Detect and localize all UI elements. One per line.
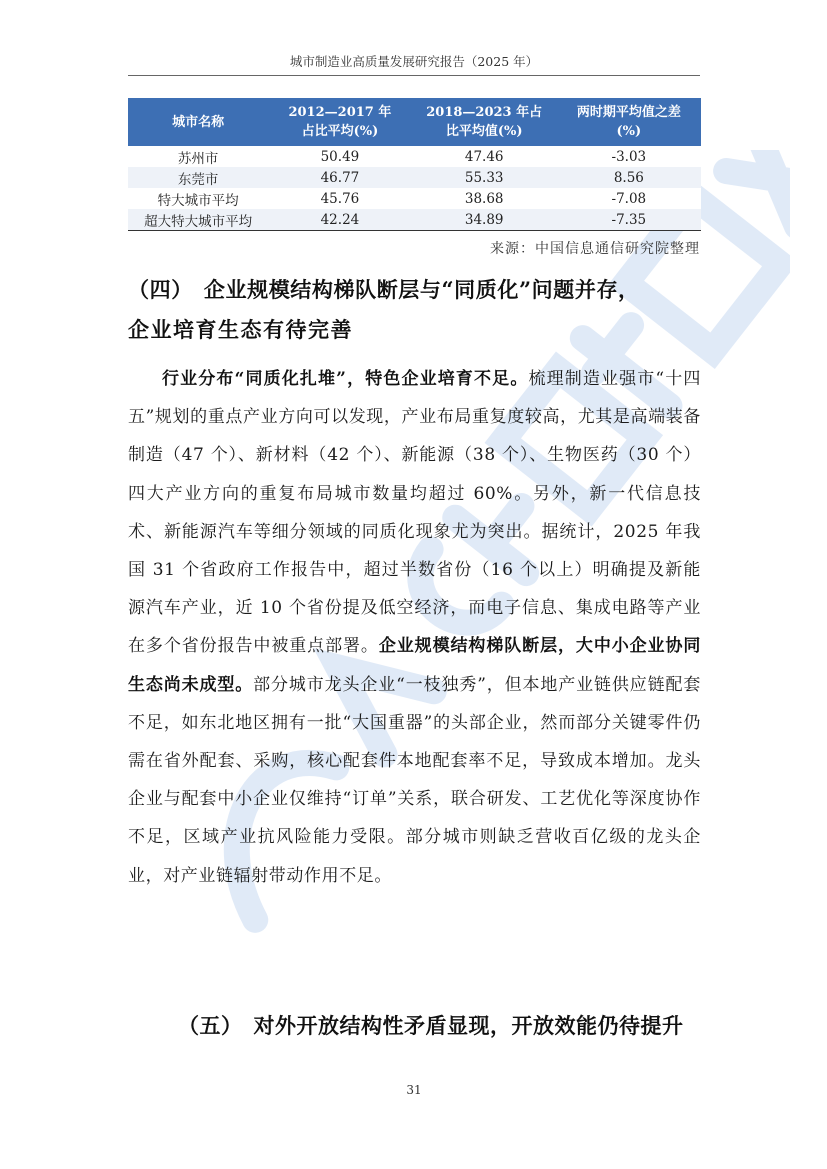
section-heading-line: 企业培育生态有待完善 (128, 317, 353, 342)
table-cell: 42.24 (268, 209, 412, 231)
table-row (128, 146, 701, 167)
table-cell: 55.33 (412, 167, 557, 188)
table-cell: 50.49 (268, 146, 412, 167)
section-heading-4-cont (128, 316, 703, 344)
table-cell: 46.77 (268, 167, 412, 188)
section-heading-5: （五） 对外开放结构性矛盾显现，开放效能仍待提升 (178, 1013, 684, 1038)
column-header: 2012—2017 年占比平均(%) (268, 98, 412, 146)
bold-lead-sentence: 行业分布“同质化扎堆”，特色企业培育不足。 (162, 369, 529, 389)
table-cell: 8.56 (557, 167, 701, 188)
table-cell: 34.89 (412, 209, 557, 231)
table-cell: 47.46 (412, 146, 557, 167)
table-row (128, 167, 701, 188)
page-header: 城市制造业高质量发展研究报告（2025 年） (289, 54, 539, 69)
city-name-cell: 东莞市 (128, 167, 268, 188)
bold-lead-sentence: 企业规模结构梯队断层，大中小企业协同生态尚未成型。 (128, 636, 701, 695)
table-cell: 38.68 (412, 188, 557, 209)
table-row (128, 188, 701, 209)
paragraph-text: 梳理制造业强市“十四五”规划的重点产业方向可以发现，产业布局重复度较高，尤其是高端装备制造（47 个）、新材料（42 个）、新能源（38 个）、生物医药（30 个）四大产业方向的重复布局城市数量均超过 60%。另外，新一代信息技术、新能源汽车等细分领域的同质化现象尤为突出。据统计，2025 年我国 31 个省政府工作报告中，超过半数省份（16 个以上）明确提及新能源汽车产业，近 10 个省份提及低空经济，而电子信息、集成电路等产业在多个省份报告中被重点部署。 (128, 369, 702, 657)
column-header: 2018—2023 年占比平均值(%) (412, 98, 557, 146)
table-cell: -7.35 (557, 209, 701, 231)
column-header: 城市名称 (128, 98, 268, 146)
paragraph-text: 部分城市龙头企业“一枝独秀”，但本地产业链供应链配套不足，如东北地区拥有一批“大国重器”的头部企业，然而部分关键零件仍需在省外配套、采购，核心配套件本地配套率不足，导致成本增加。龙头企业与配套中小企业仅维持“订单”关系，联合研发、工艺优化等深度协作不足，区域产业抗风险能力受限。部分城市则缺乏营收百亿级的龙头企业，对产业链辐射带动作用不足。 (128, 674, 702, 886)
table-row (128, 209, 701, 231)
column-header: 两时期平均值之差(%) (557, 98, 701, 146)
header-rule (128, 75, 700, 76)
city-name-cell: 超大特大城市平均 (128, 209, 268, 231)
table-cell: 45.76 (268, 188, 412, 209)
section-heading-4 (128, 276, 703, 304)
city-name-cell: 苏州市 (128, 146, 268, 167)
body-paragraph (128, 360, 701, 895)
table-cell: -3.03 (557, 146, 701, 167)
page-number: 31 (406, 1083, 422, 1097)
data-table (128, 98, 701, 231)
table-header-row (128, 98, 701, 146)
city-name-cell: 特大城市平均 (128, 188, 268, 209)
table-cell: -7.08 (557, 188, 701, 209)
table-source-note: 来源：中国信息通信研究院整理 (490, 241, 700, 257)
section-heading-line: （四） 企业规模结构梯队断层与“同质化”问题并存， (128, 277, 640, 302)
